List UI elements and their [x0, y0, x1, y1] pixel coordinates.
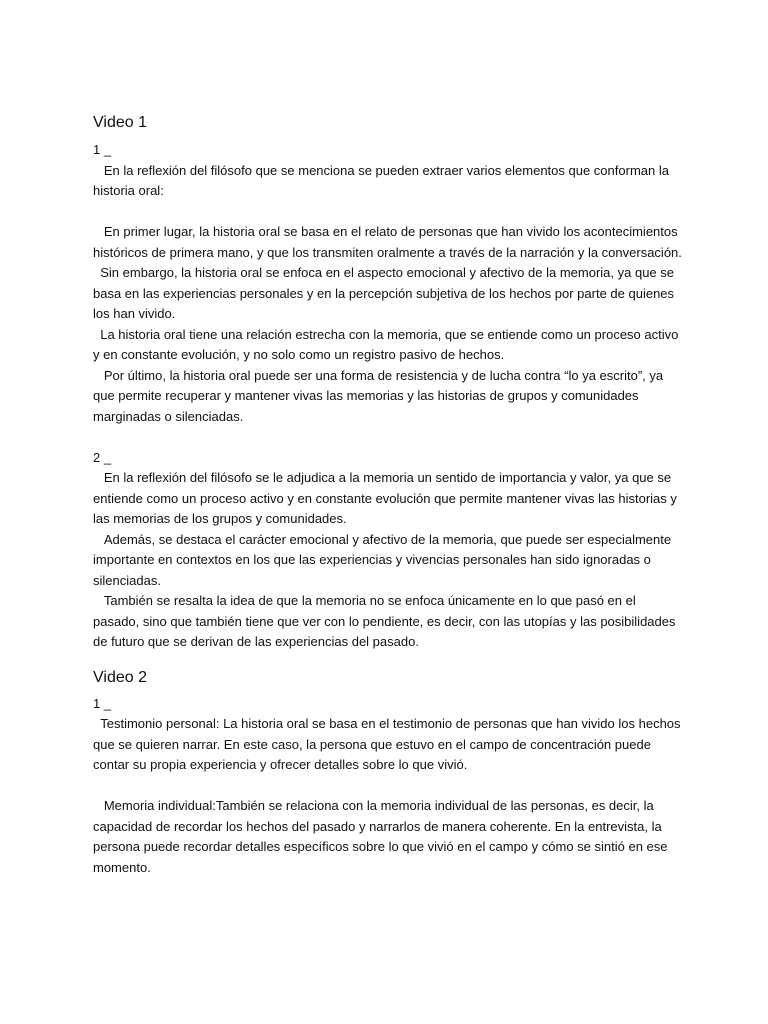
paragraph: Testimonio personal: La historia oral se basa en el testimonio de personas que han vivido los hechos que se quieren narrar. En este caso, la persona que estuvo en el campo de concentración puede contar su propia experiencia y ofrecer detalles sobre lo que vivió.: [93, 716, 685, 772]
spacer: [93, 776, 683, 797]
question-number: 2 _: [93, 449, 112, 465]
paragraph: Sin embargo, la historia oral se enfoca en el aspecto emocional y afectivo de la memoria, ya que se basa en las experiencias personales y en la percepción subjetiva de los hechos por parte de quienes los han vivido.: [93, 265, 678, 321]
spacer: [93, 202, 683, 223]
paragraph: Además, se destaca el carácter emocional y afectivo de la memoria, que puede ser especialmente importante en contextos en los que las experiencias y vivencias personales han sido ignoradas o silenciadas.: [93, 531, 675, 588]
paragraph: Por último, la historia oral puede ser una forma de resistencia y de lucha contra “lo ya escrito”, ya que permite recuperar y mantener vivas las memorias y las historias de grupos y comunidades marginadas o silenciadas.: [93, 367, 667, 424]
video-1-question-1: [93, 140, 683, 427]
video-2-heading: Video 2: [93, 668, 147, 686]
question-number: 1 _: [93, 695, 112, 711]
document-page: [93, 112, 683, 878]
video-1-heading: Video 1: [93, 114, 147, 131]
spacer: [93, 427, 683, 448]
question-number: 1 _: [93, 142, 112, 157]
paragraph: En la reflexión del filósofo que se menciona se pueden extraer varios elementos que conforman la historia oral:: [93, 162, 673, 198]
paragraph: La historia oral tiene una relación estrecha con la memoria, que se entiende como un proceso activo y en constante evolución, y no solo como un registro pasivo de hechos.: [93, 326, 682, 362]
paragraph: También se resalta la idea de que la memoria no se enfoca únicamente en lo que pasó en el pasado, sino que también tiene que ver con lo pendiente, es decir, con las utopías y las posibilidades de futuro que se derivan de las experiencias del pasado.: [93, 593, 680, 649]
video-1-question-2: [93, 448, 683, 653]
paragraph: Memoria individual:También se relaciona con la memoria individual de las personas, es decir, la capacidad de recordar los hechos del pasado y narrarlos de manera coherente. En la entrevista, la persona puede recordar detalles específicos sobre lo que vivió en el campo y cómo se sintió en ese momento.: [93, 798, 672, 875]
paragraph: En la reflexión del filósofo se le adjudica a la memoria un sentido de importancia y valor, ya que se entiende como un proceso activo y en constante evolución que permite mantener vivas las historias y las memorias de los grupos y comunidades.: [93, 470, 681, 526]
paragraph: En primer lugar, la historia oral se basa en el relato de personas que han vivido los acontecimientos históricos de primera mano, y que los transmiten oralmente a través de la narración y la conversación.: [93, 224, 682, 260]
video-2-question-1: [93, 694, 683, 879]
